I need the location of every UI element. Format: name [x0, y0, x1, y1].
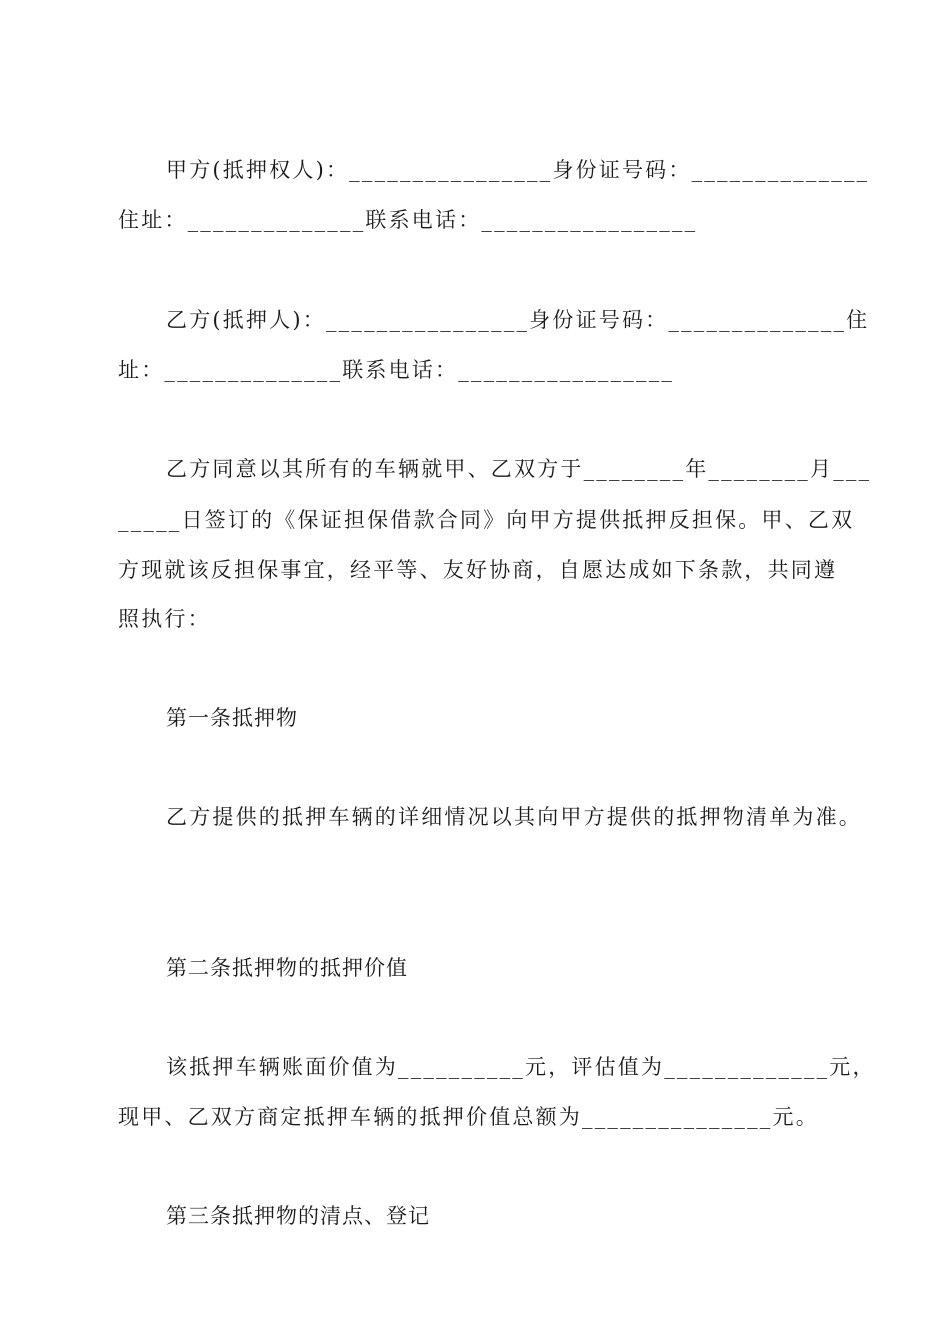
preamble-line-3: 方现就该反担保事宜，经平等、友好协商，自愿达成如下条款，共同遵	[118, 558, 838, 582]
preamble-line-2: _____日签订的《保证担保借款合同》向甲方提供抵押反担保。甲、乙双	[118, 508, 855, 532]
party-b-line-1: 乙方(抵押人)：________________身份证号码：______________住	[166, 308, 870, 332]
article-2-line-2: 现甲、乙双方商定抵押车辆的抵押价值总额为_______________元。	[118, 1105, 819, 1129]
article-2-title: 第二条抵押物的抵押价值	[166, 956, 408, 980]
article-2-line-1: 该抵押车辆账面价值为__________元，评估值为_____________元，	[166, 1055, 876, 1079]
preamble-line-1: 乙方同意以其所有的车辆就甲、乙双方于________年________月___	[166, 457, 872, 481]
party-b-line-2: 址：______________联系电话：_________________	[118, 358, 675, 382]
article-3-title: 第三条抵押物的清点、登记	[166, 1204, 430, 1228]
preamble-line-4: 照执行：	[118, 607, 211, 631]
article-1-title: 第一条抵押物	[166, 706, 298, 730]
article-1-body: 乙方提供的抵押车辆的详细情况以其向甲方提供的抵押物清单为准。	[166, 805, 862, 829]
party-a-line-2: 住址：______________联系电话：_________________	[118, 208, 698, 232]
party-a-line-1: 甲方(抵押权人)：________________身份证号码：______________	[166, 158, 870, 182]
